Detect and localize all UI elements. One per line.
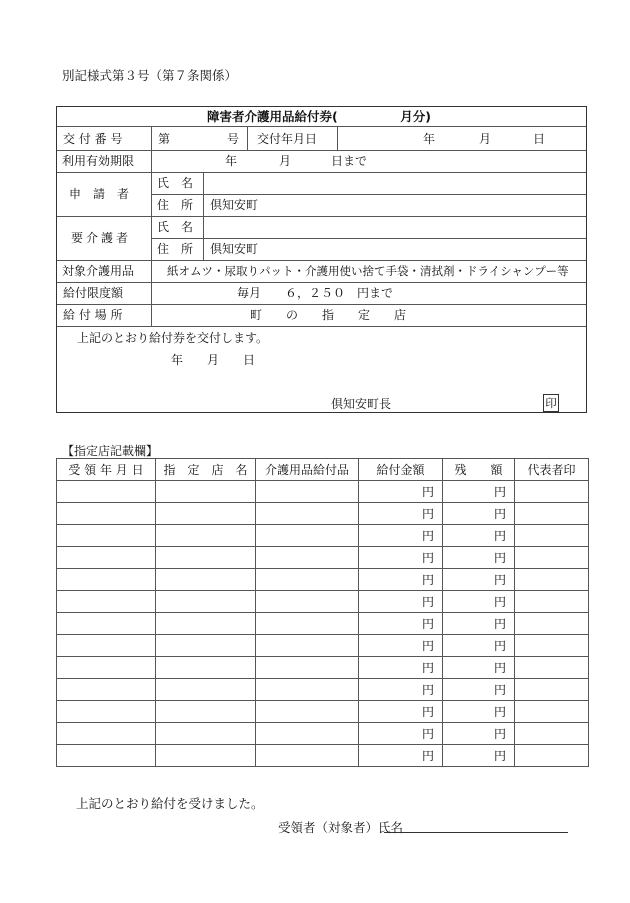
cell-balance: 円 [443,525,515,547]
cell-balance: 円 [443,745,515,767]
header-item: 介護用品給付品 [256,459,359,481]
cell-item [256,503,359,525]
cell-item [256,613,359,635]
cell-seal [515,591,589,613]
cell-balance: 円 [443,679,515,701]
voucher-form [56,106,587,413]
table-row [57,723,589,745]
cell-store-name [156,525,256,547]
cell-item [256,591,359,613]
cell-balance: 円 [443,481,515,503]
care-recipient-address-value: 倶知安町 [210,242,259,256]
header-store-name: 指 定 店 名 [156,459,256,481]
cell-seal [515,745,589,767]
cell-item [256,701,359,723]
cell-amount: 円 [359,569,443,591]
cell-store-name [156,613,256,635]
table-row [57,613,589,635]
cell-store-name [156,547,256,569]
cell-amount: 円 [359,591,443,613]
cell-item [256,745,359,767]
issue-year: 年 [423,132,436,146]
form-label: 別記様式第３号（第７条関係） [62,68,238,83]
cell-receipt-date [57,481,156,503]
cell-balance: 円 [443,613,515,635]
seal-mark: 印 [543,394,559,412]
cell-item [256,481,359,503]
applicant-address-label: 住 所 [157,198,194,212]
cell-amount: 円 [359,679,443,701]
cell-amount: 円 [359,525,443,547]
care-recipient-address-label: 住 所 [157,242,194,256]
cell-store-name [156,569,256,591]
cell-balance: 円 [443,591,515,613]
cell-store-name [156,635,256,657]
place-value: 町 の 指 定 店 [250,308,407,322]
cell-amount: 円 [359,547,443,569]
signature-line [384,832,568,833]
notice-date: 年 月 日 [171,353,256,367]
cell-seal [515,481,589,503]
issue-date-label: 交付年月日 [257,132,318,146]
cell-balance: 円 [443,701,515,723]
voucher-title: 障害者介護用品給付券( 月分) [207,109,431,124]
header-seal: 代表者印 [515,459,589,481]
cell-amount: 円 [359,635,443,657]
table-row [57,679,589,701]
cell-seal [515,503,589,525]
receipt-table [56,458,589,767]
cell-amount: 円 [359,613,443,635]
cell-receipt-date [57,701,156,723]
cell-store-name [156,745,256,767]
cell-store-name [156,503,256,525]
cell-receipt-date [57,547,156,569]
cell-balance: 円 [443,723,515,745]
table-row [57,525,589,547]
cell-item [256,635,359,657]
header-receipt-date: 受 領 年 月 日 [57,459,156,481]
cell-balance: 円 [443,503,515,525]
cell-amount: 円 [359,701,443,723]
cell-store-name [156,679,256,701]
cell-balance: 円 [443,547,515,569]
cell-receipt-date [57,657,156,679]
cell-balance: 円 [443,569,515,591]
header-amount: 給付金額 [359,459,443,481]
care-recipient-label: 要介護者 [71,231,132,245]
cell-receipt-date [57,613,156,635]
applicant-label: 申 請 者 [69,187,130,201]
table-row [57,569,589,591]
cell-receipt-date [57,635,156,657]
section-title: 【指定店記載欄】 [62,444,159,458]
cell-seal [515,679,589,701]
target-items-value: 紙オムツ・尿取りパット・介護用使い捨て手袋・清拭剤・ドライシャンプー等 [167,264,569,278]
cell-seal [515,569,589,591]
receiver-name-label: 受領者（対象者）氏名 [278,820,404,835]
table-row [57,657,589,679]
validity-label: 利用有効期限 [62,154,135,168]
issue-month: 月 [479,132,492,146]
cell-seal [515,525,589,547]
table-row [57,745,589,767]
issue-day: 日 [533,132,546,146]
cell-seal [515,635,589,657]
validity-month: 月 [279,154,292,168]
validity-year: 年 [225,154,238,168]
cell-receipt-date [57,591,156,613]
validity-day-until: 日まで [331,154,368,168]
cell-receipt-date [57,503,156,525]
cell-item [256,569,359,591]
table-row [57,547,589,569]
cell-seal [515,613,589,635]
limit-value: 毎月 ６，２５０ 円まで [237,286,394,300]
cell-balance: 円 [443,635,515,657]
cell-seal [515,723,589,745]
cell-seal [515,657,589,679]
issue-number-prefix: 第 [158,132,171,146]
cell-store-name [156,701,256,723]
issue-number-suffix: 号 [227,132,240,146]
table-row [57,591,589,613]
cell-item [256,723,359,745]
cell-seal [515,547,589,569]
applicant-name-label: 氏 名 [157,176,194,190]
header-balance: 残 額 [443,459,515,481]
cell-receipt-date [57,569,156,591]
applicant-address-value: 倶知安町 [210,198,259,212]
notice-text: 上記のとおり給付券を交付します。 [77,331,269,345]
issue-number-label: 交 付 番 号 [63,132,123,146]
table-row [57,701,589,723]
confirm-text: 上記のとおり給付を受けました。 [76,796,264,811]
cell-amount: 円 [359,503,443,525]
cell-amount: 円 [359,745,443,767]
target-items-label: 対象介護用品 [62,264,135,278]
cell-receipt-date [57,745,156,767]
cell-item [256,657,359,679]
cell-amount: 円 [359,481,443,503]
cell-receipt-date [57,525,156,547]
table-header-row [57,459,589,481]
issuer-name: 倶知安町長 [331,397,392,411]
cell-receipt-date [57,679,156,701]
care-recipient-name-label: 氏 名 [157,220,194,234]
cell-amount: 円 [359,657,443,679]
cell-seal [515,701,589,723]
cell-amount: 円 [359,723,443,745]
cell-store-name [156,723,256,745]
cell-item [256,679,359,701]
cell-store-name [156,481,256,503]
cell-store-name [156,657,256,679]
limit-label: 給付限度額 [63,286,124,300]
cell-receipt-date [57,723,156,745]
table-row [57,503,589,525]
place-label: 給 付 場 所 [63,308,123,322]
cell-store-name [156,591,256,613]
table-row [57,481,589,503]
cell-item [256,547,359,569]
cell-item [256,525,359,547]
table-row [57,635,589,657]
cell-balance: 円 [443,657,515,679]
